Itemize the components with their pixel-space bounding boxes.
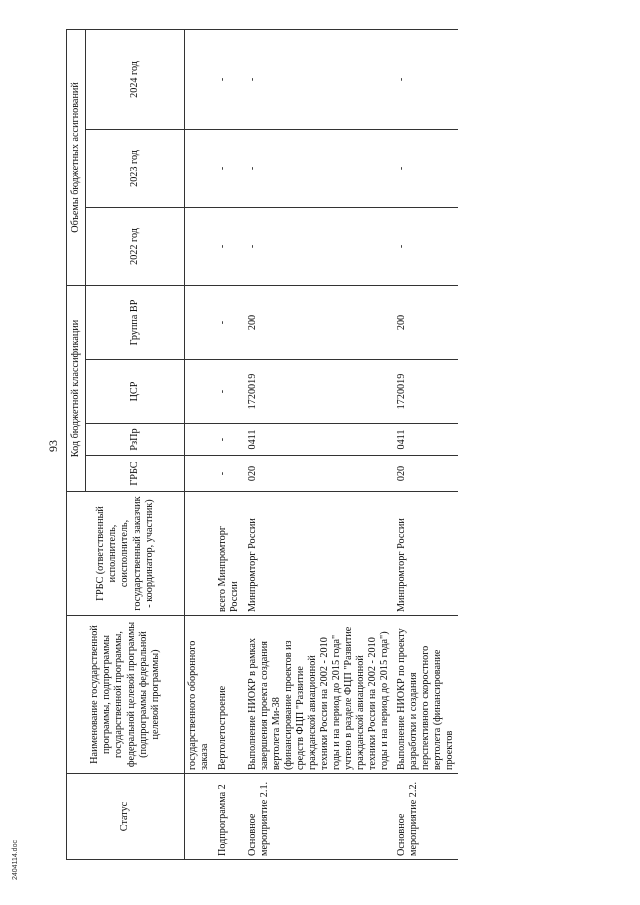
header-year-2022: 2022 год [86, 207, 185, 285]
cell-2024: - [394, 29, 458, 129]
cell-2022 [185, 207, 214, 285]
cell-code-csr: - [213, 360, 245, 424]
table-row-activity-2-1 [245, 29, 393, 859]
cell-name: Выполнение НИОКР в рамках завершения проекта создания вертолета Ми-38 (финансирование проектов из средств ФЦП "Развитие гражданской авиационной техники России на 2002 - 2010 годы и на период до 2015 года" учтено в разделе ФЦП "Развитие гражданской авиационной техники России на 2002 - 2010 годы и на период до 2015 года") [245, 616, 393, 774]
page-number: 93 [46, 440, 60, 452]
cell-2023 [185, 129, 214, 207]
cell-status: Основное мероприятие 2.1. [245, 774, 393, 860]
cell-grbs [185, 492, 214, 616]
cell-2024 [185, 29, 214, 129]
header-year-2024: 2024 год [86, 29, 185, 129]
cell-code-vr: 200 [245, 285, 393, 359]
cell-code-csr: 1720019 [245, 360, 393, 424]
header-code-rzpr: РзПр [86, 424, 185, 456]
cell-2023: - [394, 129, 458, 207]
cell-2023: - [213, 129, 245, 207]
cell-code-rzpr: 0411 [245, 424, 393, 456]
cell-code-vr [185, 285, 214, 359]
budget-table [66, 29, 458, 860]
cell-status [185, 774, 214, 860]
header-year-2023: 2023 год [86, 129, 185, 207]
cell-name: государственного оборонного заказа [185, 616, 214, 774]
header-name: Наименование государственной программы, подпрограммы государственной программы, федеральной целевой программы (подпрограммы федеральной целевой программы) [67, 616, 185, 774]
cell-name: Вертолетостроение [213, 616, 245, 774]
cell-code-grbs: 020 [394, 456, 458, 492]
table-row-activity-2-2 [394, 29, 458, 859]
cell-code-rzpr: - [213, 424, 245, 456]
cell-code-csr: 1720019 [394, 360, 458, 424]
cell-code-vr: 200 [394, 285, 458, 359]
cell-code-rzpr [185, 424, 214, 456]
document-code: 2404114.doc [12, 840, 19, 880]
header-code-group: Код бюджетной классификации [67, 285, 86, 491]
cell-2023: - [245, 129, 393, 207]
header-code-vr: Группа ВР [86, 285, 185, 359]
header-code-grbs: ГРБС [86, 456, 185, 492]
cell-code-grbs [185, 456, 214, 492]
landscape-page [66, 30, 640, 860]
cell-2022: - [245, 207, 393, 285]
cell-grbs: Минпромторг России [394, 492, 458, 616]
cell-code-csr [185, 360, 214, 424]
cell-status: Подпрограмма 2 [213, 774, 245, 860]
cell-2022: - [394, 207, 458, 285]
table-row-subprogram-2 [213, 29, 245, 859]
header-code-csr: ЦСР [86, 360, 185, 424]
header-grbs: ГРБС (ответственный исполнитель, соисполнитель, государственный заказчик - координатор, участник) [67, 492, 185, 616]
cell-code-grbs: 020 [245, 456, 393, 492]
cell-code-rzpr: 0411 [394, 424, 458, 456]
cell-grbs: всего Минпромторг России [213, 492, 245, 616]
header-row-1 [67, 29, 86, 859]
cell-2022: - [213, 207, 245, 285]
cell-code-grbs: - [213, 456, 245, 492]
header-volume-group: Объемы бюджетных ассигнований [67, 29, 86, 285]
cell-status: Основное мероприятие 2.2. [394, 774, 458, 860]
header-status: Статус [67, 774, 185, 860]
table-row-continuation [185, 29, 214, 859]
cell-2024: - [245, 29, 393, 129]
cell-grbs: Минпромторг России [245, 492, 393, 616]
cell-name: Выполнение НИОКР по проекту разработки и создания перспективного скоростного вертолета (финансирование проектов [394, 616, 458, 774]
cell-code-vr: - [213, 285, 245, 359]
cell-2024: - [213, 29, 245, 129]
